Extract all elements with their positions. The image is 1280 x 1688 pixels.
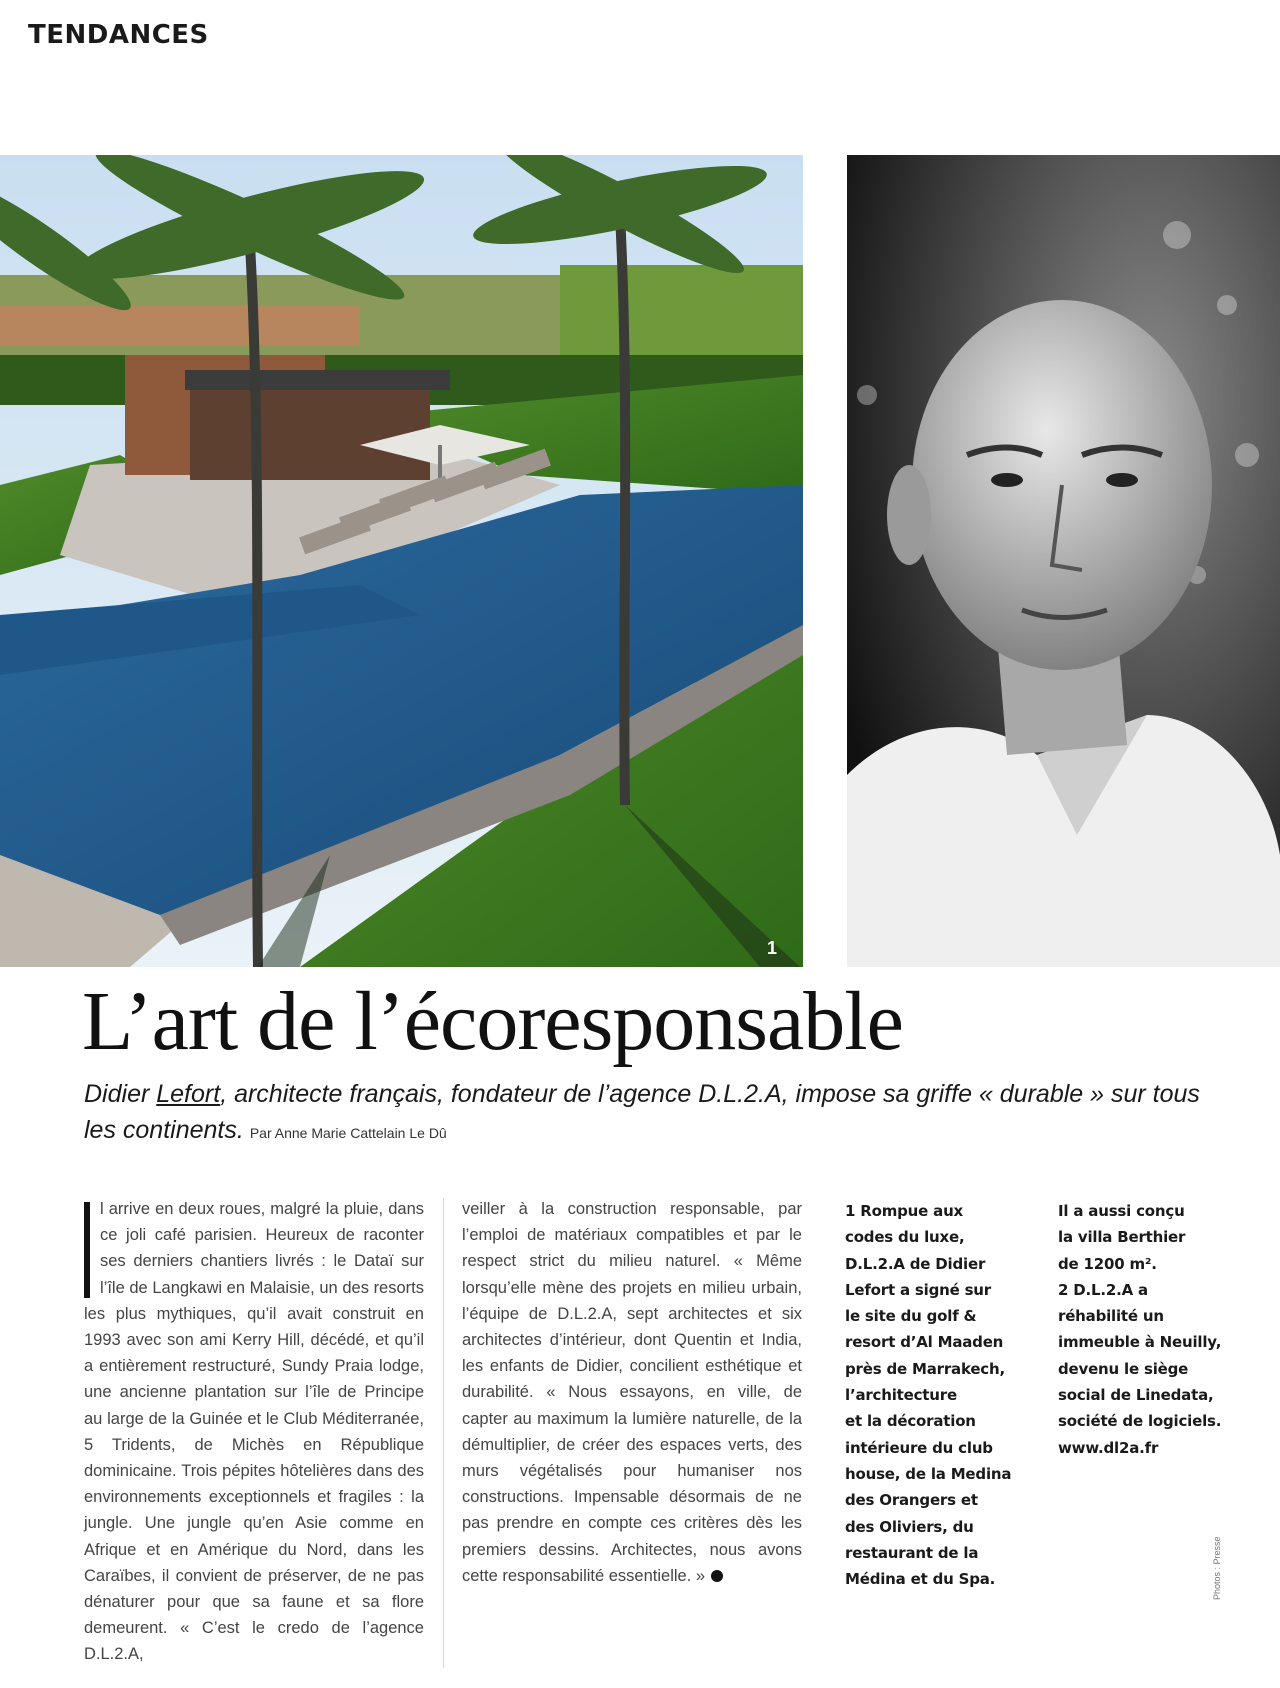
- architect-portrait-photo: [847, 155, 1280, 967]
- byline: Par Anne Marie Cattelain Le Dû: [249, 1125, 447, 1141]
- caption-line: house, de la Medina: [845, 1464, 1012, 1483]
- caption-line: Il a aussi conçu: [1058, 1202, 1185, 1220]
- caption-line: société de logiciels.: [1058, 1412, 1222, 1431]
- caption-2: [1058, 1198, 1233, 1461]
- standfirst-underlined-name: Lefort: [156, 1080, 221, 1108]
- caption-line: D.L.2.A de Didier: [845, 1254, 986, 1273]
- photo-credit: Photos : Presse: [1212, 1536, 1222, 1600]
- caption-line: Médina et du Spa.: [845, 1570, 996, 1589]
- caption-line: restaurant de la: [845, 1543, 979, 1562]
- end-mark-icon: [711, 1570, 723, 1582]
- body-column-2: [462, 1196, 802, 1589]
- caption-line: resort d’Al Maaden: [845, 1333, 1004, 1352]
- body-text-2: veiller à la construction responsable, par l’emploi de matériaux compatibles et par le respect strict du milieu naturel. « Même lorsqu’elle mène des projets en milieu urbain, l’équipe de D.L.2.A, sept architectes et six architectes d’intérieur, dont Quentin et India, les enfants de Didier, concilient esthétique et durabilité. « Nous essayons, en ville, de capter au maximum la lumière naturelle, de la démultiplier, de créer des espaces verts, des murs végétalisés pour humaniser nos constructions. Impensable désormais de ne pas prendre en compte ces critères dès les premiers dessins. Architectes, nous avons cette responsabilité essentielle. »: [462, 1200, 802, 1585]
- caption-line: et la décoration: [845, 1412, 976, 1431]
- website-link[interactable]: www.dl2a.fr: [1058, 1438, 1159, 1457]
- caption-line: intérieure du club: [845, 1438, 993, 1457]
- photo-number: 1: [766, 938, 777, 958]
- pool-villa-photo: [0, 155, 803, 967]
- caption-line: devenu le siège: [1058, 1359, 1189, 1378]
- caption-line: social de Linedata,: [1058, 1386, 1214, 1405]
- caption-1: [845, 1198, 1020, 1592]
- caption-line: Lefort a signé sur: [845, 1280, 991, 1299]
- column-divider: [443, 1198, 444, 1668]
- standfirst-text-after: , architecte français, fondateur de l’agence D.L.2.A, impose sa griffe « durable » sur tous les continents.: [84, 1080, 1200, 1144]
- caption-line: 1 Rompue aux: [845, 1202, 964, 1220]
- caption-line: immeuble à Neuilly,: [1058, 1333, 1222, 1352]
- caption-line: 2 D.L.2.A a: [1058, 1280, 1148, 1299]
- caption-line: des Oliviers, du: [845, 1517, 974, 1536]
- caption-line: réhabilité un: [1058, 1307, 1164, 1326]
- caption-line: l’architecture: [845, 1386, 957, 1405]
- caption-line: la villa Berthier: [1058, 1228, 1186, 1247]
- standfirst-text-before: Didier: [84, 1080, 157, 1108]
- caption-line: près de Marrakech,: [845, 1359, 1005, 1378]
- caption-line: codes du luxe,: [845, 1228, 965, 1247]
- section-label: TENDANCES: [28, 20, 209, 50]
- caption-line: le site du golf &: [845, 1307, 977, 1326]
- article-standfirst: [84, 1076, 1214, 1151]
- article-headline: L’art de l’écoresponsable: [82, 975, 903, 1068]
- drop-cap-i: [84, 1202, 90, 1298]
- body-text-1: l arrive en deux roues, malgré la pluie, dans ce joli café parisien. Heureux de raconter ses derniers chantiers livrés : le Dataï sur l’île de Langkawi en Malaisie, un des resorts les plus mythiques, qu’il avait construit en 1993 avec son ami Kerry Hill, décédé, et qu’il a entièrement restructuré, Sundy Praia lodge, une ancienne plantation sur l’île de Principe au large de la Guinée et le Club Méditerranée, 5 Tridents, de Michès en République dominicaine. Trois pépites hôtelières dans des environnements exceptionnels et fragiles : la jungle. Une jungle qu’en Asie comme en Afrique et en Amérique du Nord, dans les Caraïbes, il convient de préserver, de ne pas dénaturer pour que sa faune et sa flore demeurent. « C’est le credo de l’agence D.L.2.A,: [84, 1200, 424, 1664]
- caption-line: de 1200 m².: [1058, 1254, 1157, 1273]
- body-column-1: [84, 1196, 424, 1668]
- caption-line: des Orangers et: [845, 1491, 978, 1510]
